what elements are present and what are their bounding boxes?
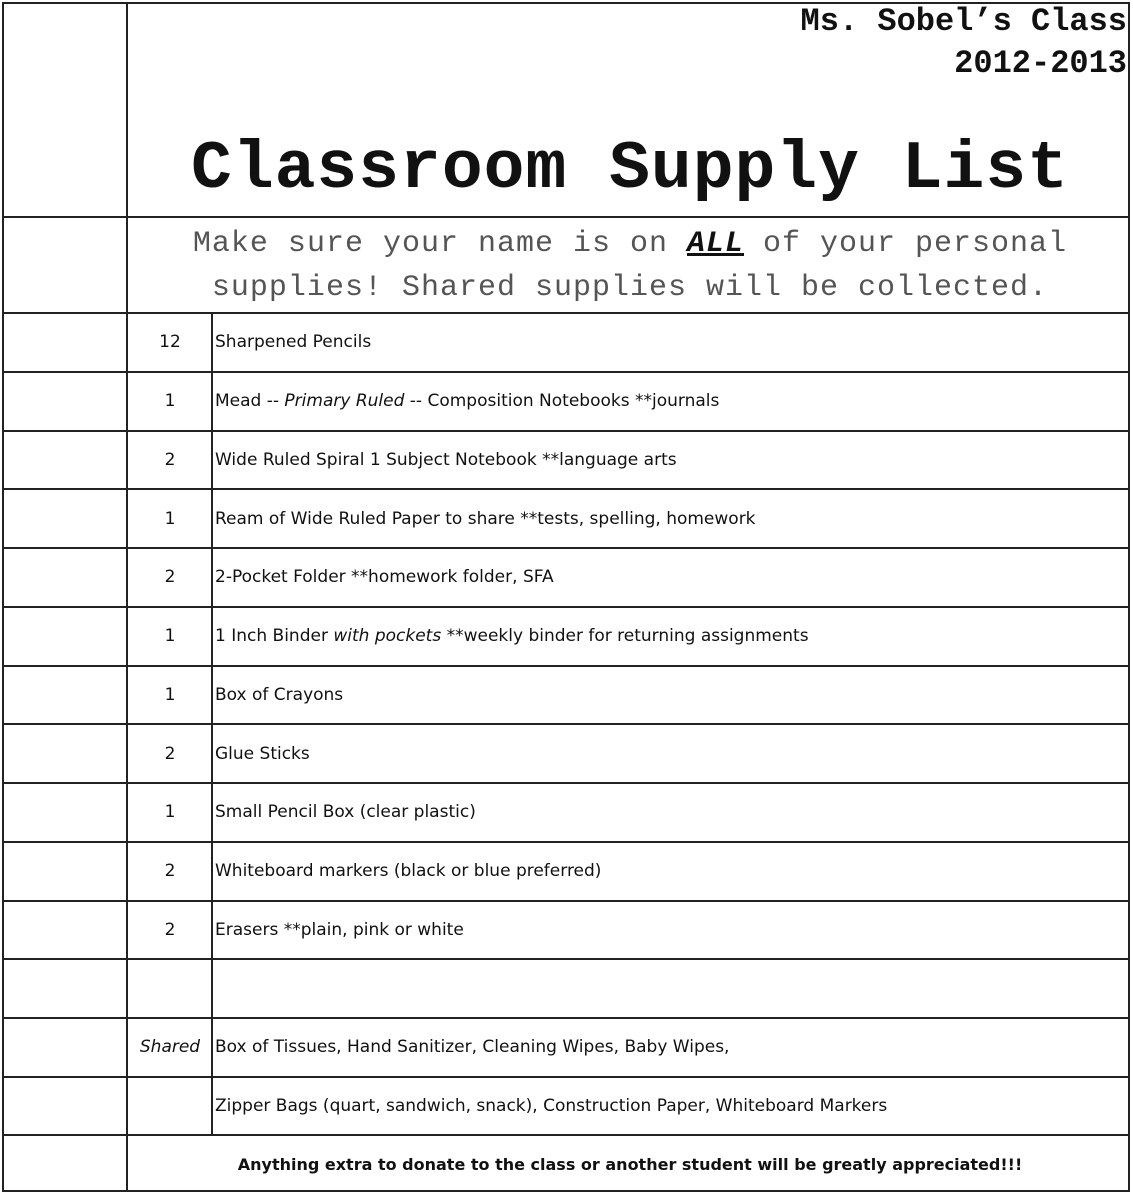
row-line <box>2 1134 1130 1136</box>
item-quantity: 2 <box>164 920 176 940</box>
item-description: Ream of Wide Ruled Paper to share **tests, spelling, homework <box>215 509 756 529</box>
item-quantity: 12 <box>159 332 181 352</box>
margin-divider <box>126 2 128 1192</box>
item-description: Sharpened Pencils <box>215 332 372 352</box>
item-quantity: 1 <box>164 802 176 822</box>
shared-items-line-1: Box of Tissues, Hand Sanitizer, Cleaning Wipes, Baby Wipes, <box>215 1037 730 1057</box>
school-year: 2012-2013 <box>954 45 1127 82</box>
notice-text: Make sure your name is on <box>192 227 687 261</box>
item-description: Erasers **plain, pink or white <box>215 920 464 940</box>
row-line <box>2 1017 1130 1019</box>
item-quantity: 2 <box>164 744 176 764</box>
item-description: Whiteboard markers (black or blue preferred) <box>215 861 602 881</box>
item-quantity: 1 <box>164 626 176 646</box>
row-line <box>2 312 1130 314</box>
item-quantity: 2 <box>164 567 176 587</box>
notice-line-2: supplies! Shared supplies will be collected. <box>211 271 1049 305</box>
row-line <box>2 665 1130 667</box>
item-description <box>215 391 1125 411</box>
row-line <box>2 430 1130 432</box>
row-line <box>2 723 1130 725</box>
notice-text: of your personal <box>744 227 1068 261</box>
qty-divider <box>211 314 213 1136</box>
row-line <box>2 841 1130 843</box>
item-description: 2-Pocket Folder **homework folder, SFA <box>215 567 554 587</box>
item-emphasis: Primary Ruled <box>284 391 405 411</box>
item-description <box>215 626 1125 646</box>
donation-note: Anything extra to donate to the class or another student will be greatly appreciated!!! <box>237 1155 1023 1174</box>
row-line <box>2 547 1130 549</box>
row-line <box>2 958 1130 960</box>
item-description: Small Pencil Box (clear plastic) <box>215 802 476 822</box>
row-line <box>2 1076 1130 1078</box>
item-description: Glue Sticks <box>215 744 310 764</box>
row-line <box>2 216 1130 218</box>
row-line <box>2 900 1130 902</box>
page-title: Classroom Supply List <box>191 131 1069 208</box>
shared-items-line-2: Zipper Bags (quart, sandwich, snack), Construction Paper, Whiteboard Markers <box>215 1096 888 1116</box>
class-name: Ms. Sobel’s Class <box>800 3 1127 40</box>
item-quantity: 1 <box>164 391 176 411</box>
item-description: Wide Ruled Spiral 1 Subject Notebook **language arts <box>215 450 677 470</box>
notice-line-1 <box>130 222 1130 266</box>
item-quantity: 2 <box>164 861 176 881</box>
notice-emphasis: ALL <box>687 227 745 261</box>
item-text: Mead -- <box>215 391 285 411</box>
row-line <box>2 488 1130 490</box>
item-quantity: 1 <box>164 685 176 705</box>
row-line <box>2 371 1130 373</box>
item-text: 1 Inch Binder <box>215 626 334 646</box>
item-text: **weekly binder for returning assignments <box>441 626 809 646</box>
row-line <box>2 606 1130 608</box>
name-notice <box>130 222 1130 310</box>
shared-label: Shared <box>139 1037 201 1057</box>
item-text: -- Composition Notebooks **journals <box>404 391 720 411</box>
row-line <box>2 782 1130 784</box>
item-quantity: 2 <box>164 450 176 470</box>
item-emphasis: with pockets <box>333 626 442 646</box>
item-quantity: 1 <box>164 509 176 529</box>
item-description: Box of Crayons <box>215 685 344 705</box>
